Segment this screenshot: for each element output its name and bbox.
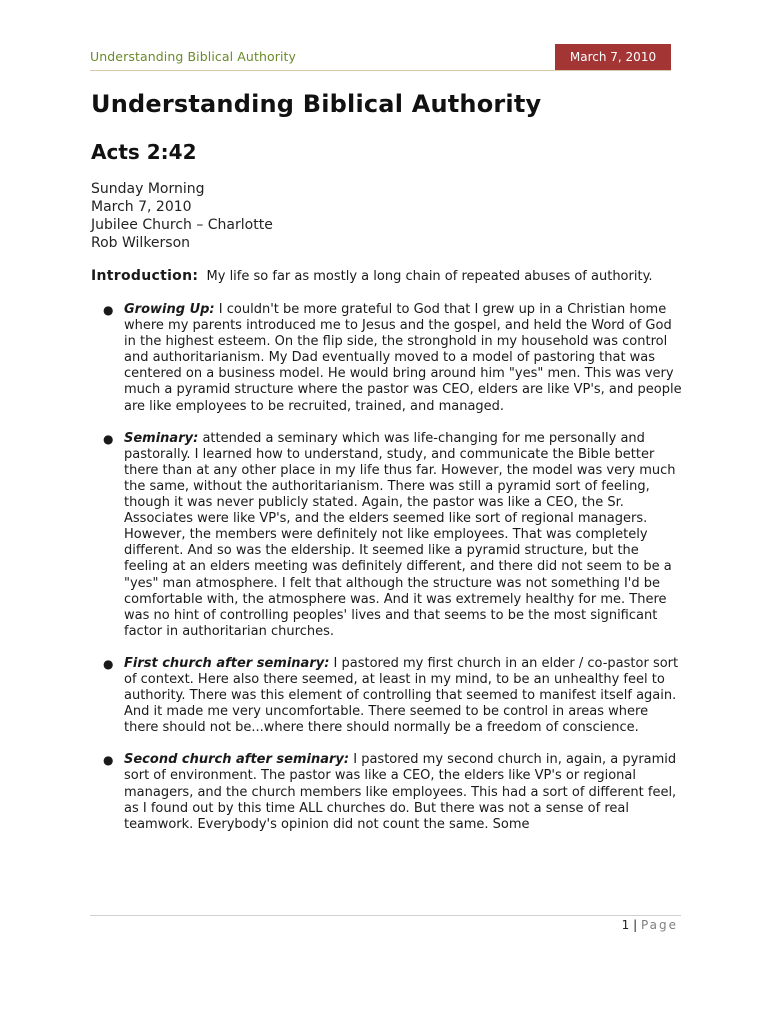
bullet-icon: ●: [103, 431, 114, 446]
bullet-icon: ●: [103, 303, 114, 317]
list-item: [91, 752, 683, 832]
meta-date: March 7, 2010: [91, 199, 192, 215]
sermon-meta: [91, 180, 683, 252]
scripture-reference: Acts 2:42: [91, 140, 197, 164]
bullet-icon: ●: [103, 753, 114, 768]
point-heading: First church after seminary:: [124, 655, 330, 671]
footer-divider: [90, 915, 681, 916]
point-text: I couldn't be more grateful to God that I grew up in a Christian home where my parents introduced me to Jesus and the gospel, and held the Word of God in the highest esteem. On the flip side, the stronghold in my household was control and authoritarianism. My Dad eventually moved to a model of pastoring that was centered on a business model. He would bring around him "yes" men. This was very much a pyramid structure where the pastor was CEO, elders are like VP's, and people are like employees to be recruited, trained, and managed.: [124, 302, 682, 414]
page-header: [90, 44, 671, 71]
document-title: Understanding Biblical Authority: [91, 90, 542, 118]
bullet-icon: ●: [103, 656, 114, 671]
list-item: [91, 302, 683, 415]
introduction-label: Introduction:: [91, 268, 199, 284]
page-footer: [622, 918, 678, 932]
meta-church: Jubilee Church – Charlotte: [91, 217, 273, 233]
header-title: Understanding Biblical Authority: [90, 49, 297, 64]
footer-separator: |: [633, 918, 638, 932]
meta-service: Sunday Morning: [91, 181, 205, 197]
introduction-paragraph: [91, 268, 683, 285]
list-item: [91, 656, 683, 736]
point-heading: Seminary:: [124, 430, 199, 446]
point-heading: Second church after seminary:: [124, 752, 350, 768]
list-item: [91, 431, 683, 640]
point-heading: Growing Up:: [124, 302, 215, 317]
point-text: I pastored my second church in, again, a pyramid sort of environment. The pastor was like a CEO, the elders like VP's or regional managers, and the church members like employees. This had a sort of different feel, as I found out by this time ALL churches do. But there was not a sense of real teamwork. Everybody's opinion did not count the same. Some: [124, 752, 677, 832]
document-body: [91, 90, 683, 849]
introduction-text: My life so far as mostly a long chain of repeated abuses of authority.: [206, 269, 653, 284]
page-number: 1: [621, 918, 630, 932]
bullet-list: [91, 302, 683, 833]
point-text: I pastored my first church in an elder / co-pastor sort of context. Here also there seemed, at least in my mind, to be an unhealthy feel to authority. There was this element of controlling that seemed to manifest itself again. And it made me very uncomfortable. There seemed to be control in areas where there should not be...where there should normally be a freedom of conscience.: [124, 655, 679, 736]
header-date-badge: March 7, 2010: [555, 44, 671, 70]
page-label: Page: [640, 918, 678, 932]
point-text: attended a seminary which was life-changing for me personally and pastorally. I learned how to understand, study, and communicate the Bible better there than at any other place in my life thus far. However, the model was very much the same, without the authoritarianism. There was still a pyramid sort of feeling, though it was never publicly stated. Again, the pastor was like a CEO, the Sr. Associates were like VP's, and the elders seemed like sort of regional managers. However, the members were definitely not like employees. That was completely different. And so was the eldership. It seemed like a pyramid structure, but the feeling at an elders meeting was definitely different, and there did not seem to be a "yes" man atmosphere. I felt that although the structure was not something I'd be comfortable with, the atmosphere was. And it was extremely healthy for me. There was no hint of controlling peoples' lives and that seems to be the most significant factor in authoritarian churches.: [124, 430, 676, 639]
meta-speaker: Rob Wilkerson: [91, 235, 191, 251]
